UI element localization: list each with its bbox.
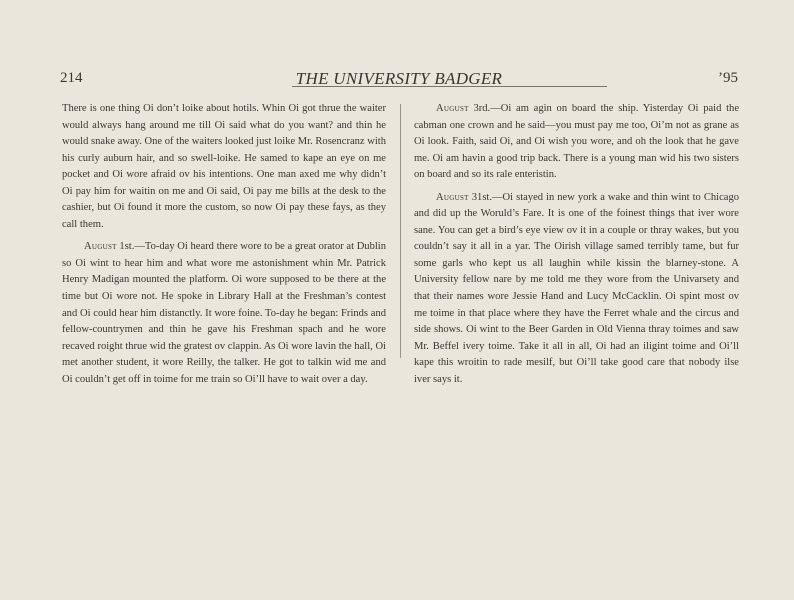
- entry-body: 1st.—To-day Oi heard there wore to be a great orator at Dublin so Oi wint to hear him and what wore me astonishment whin Mr. Patrick Henry Madigan mounted the platform. Oi wore supposed to be there at the time but Oi wore not. He spoke in Library Hall at the Freshman’s contest and Oi could hear him distanctly. It wore foine. To-day he began: Frinds and fellow-countrymen and thin he gave his Freshman spach and he wore recaved roight thrue wid the gratest ov clappin. As Oi wore lavin the hall, Oi met another student, it wore Reilly, the talker. He got to talkin wid me and Oi couldn’t get off in toime for me train so Oi’ll have to wait over a day.: [62, 241, 386, 385]
- date-month: August: [436, 191, 469, 203]
- right-paragraph-1: [414, 101, 739, 184]
- left-paragraph-2: [62, 239, 386, 388]
- page-number: 214: [60, 70, 83, 86]
- date-month: August: [84, 241, 117, 253]
- year-mark: ’95: [718, 70, 738, 86]
- running-header: [60, 70, 738, 90]
- column-divider: [400, 104, 401, 358]
- entry-body: 31st.—Oi stayed in new york a wake and thin wint to Chicago and did up the Woruld’s Fare. It is one of the foinest things that iver wore sane. You can get a bird’s eye view ov it in a couple or thray wakes, but you couldn’t say it all in a yar. The Oirish village samed terribly tame, but fur some garls who kept us all laughin while kissin the blarney-stone. A University fellow nare by me told me they wore from the Univarsety and that their names wore Jessie Hand and Lucy McCacklin. Oi spint most ov me toime in that place where they have the Ferret whale and the circus and side shows. Oi wint to the Beer Garden in Old Vienna thray toimes and saw Mr. Beffel ivery toime. Take it all in all, Oi had an iligint toime and Oi’ll kape this wroitin to rade mesilf, but Oi’ll take good care that nobody ilse iver says it.: [414, 191, 739, 385]
- running-title: THE UNIVERSITY BADGER: [295, 69, 503, 88]
- right-column: [414, 101, 739, 394]
- right-paragraph-2: [414, 190, 739, 389]
- entry-body: 3rd.—Oi am agin on board the ship. Yisterday Oi paid the cabman one crown and he said—you must pay me too, Oi’m not as grane as Oi look. Faith, said Oi, and Oi wish you wore, and oh the look that he gave me. Oi am havin a good trip back. There is a young man wid his two sisters on board and so its rale enteristin.: [414, 103, 739, 181]
- date-month: August: [436, 103, 469, 114]
- title-underline: [292, 86, 607, 87]
- left-column: [62, 101, 386, 394]
- left-paragraph-1: There is one thing Oi don’t loike about hotils. Whin Oi got thrue the waiter would always hang around me till Oi said what do you want? and thin he would snake away. One of the waiters looked just loike Mr. Rosencranz with his curly auburn hair, and so swell-loike. He samed to kape an eye on me pocket and Oi wore afraid ov his intentions. One man axed me why didn’t Oi pay him for waitin on me and Oi said, Oi pay me bills at the desk to the cashier, but Oi found it more the custom, so now Oi pay these fays, as they call them.: [62, 103, 386, 230]
